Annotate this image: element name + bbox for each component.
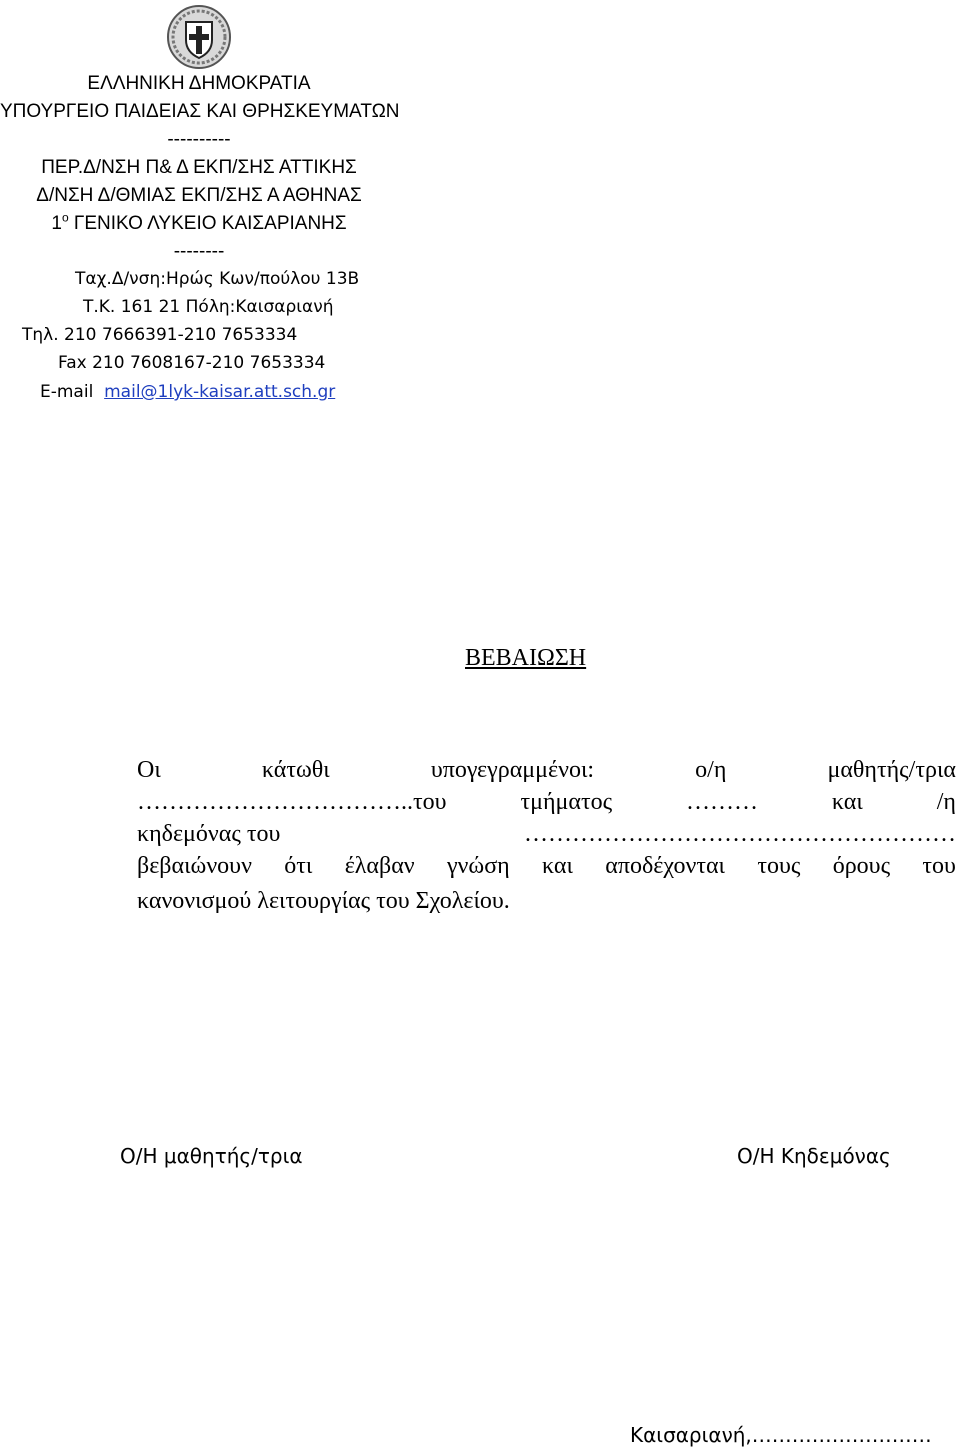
school-line — [0, 212, 398, 236]
guardian-name-blank: ……………………………………………… — [524, 821, 956, 847]
body-word: /η — [936, 789, 956, 815]
body-word: τμήματος — [520, 789, 613, 815]
body-line-1 — [137, 755, 956, 785]
email-row — [40, 381, 335, 403]
body-line-4 — [137, 851, 956, 881]
body-word: ……………………………..του — [137, 789, 447, 815]
body-word: και — [542, 853, 573, 879]
school-name: ΓΕΝΙΚΟ ΛΥΚΕΙΟ ΚΑΙΣΑΡΙΑΝΗΣ — [68, 213, 347, 234]
email-label: E-mail — [40, 382, 94, 402]
country-line: ΕΛΛΗΝΙΚΗ ΔΗΜΟΚΡΑΤΙΑ — [87, 73, 311, 94]
body-word: βεβαιώνουν — [137, 853, 252, 879]
body-word: αποδέχονται — [605, 853, 726, 879]
body-word: τους — [757, 853, 801, 879]
school-number: 1 — [51, 213, 62, 234]
body-word: γνώση — [446, 853, 510, 879]
body-word: υπογεγραμμένοι: — [430, 757, 595, 783]
body-line-3 — [137, 819, 956, 849]
regional-directorate-line: ΠΕΡ.Δ/ΝΣΗ Π& Δ ΕΚΠ/ΣΗΣ ΑΤΤΙΚΗΣ — [41, 157, 357, 178]
directorate-line: Δ/ΝΣΗ Δ/ΘΜΙΑΣ ΕΚΠ/ΣΗΣ Α ΑΘΗΝΑΣ — [36, 185, 362, 206]
body-word: έλαβαν — [344, 853, 415, 879]
body-line-2 — [137, 787, 956, 817]
separator-2: -------- — [173, 241, 225, 262]
ministry-line: ΥΠΟΥΡΓΕΙΟ ΠΑΙΔΕΙΑΣ ΚΑΙ ΘΡΗΣΚΕΥΜΑΤΩΝ — [0, 101, 400, 122]
body-word: ότι — [284, 853, 313, 879]
fax-numbers: Fax 210 7608167-210 7653334 — [58, 353, 326, 373]
street-address: Ταχ.Δ/νση:Ηρώς Κων/πούλου 13Β — [75, 269, 360, 289]
body-word: του — [922, 853, 956, 879]
body-word: μαθητής/τρια — [827, 757, 956, 783]
body-word: Οι — [137, 757, 161, 783]
school-number-superscript: ο — [61, 210, 69, 225]
email-link[interactable]: mail@1lyk-kaisar.att.sch.gr — [104, 382, 336, 402]
body-word: ο/η — [695, 757, 727, 783]
body-word: ……… — [686, 789, 758, 815]
guardian-signature-label: Ο/Η Κηδεμόνας — [737, 1144, 891, 1168]
student-signature-label: Ο/Η μαθητής/τρια — [120, 1144, 303, 1168]
separator-1: ---------- — [167, 129, 231, 150]
body-word: και — [831, 789, 863, 815]
place-date-line: Καισαριανή,……………………… — [630, 1423, 932, 1447]
guardian-of-label: κηδεμόνας του — [137, 821, 281, 847]
body-word: όρους — [832, 853, 891, 879]
document-title: ΒΕΒΑΙΩΣΗ — [465, 645, 587, 671]
phone-numbers: Τηλ. 210 7666391-210 7653334 — [22, 325, 298, 345]
body-word: κάτωθι — [261, 757, 330, 783]
postal-code-city: Τ.Κ. 161 21 Πόλη:Καισαριανή — [83, 297, 334, 317]
body-line-5: κανονισμού λειτουργίας του Σχολείου. — [137, 888, 510, 914]
greek-coat-of-arms-emblem — [166, 4, 232, 70]
